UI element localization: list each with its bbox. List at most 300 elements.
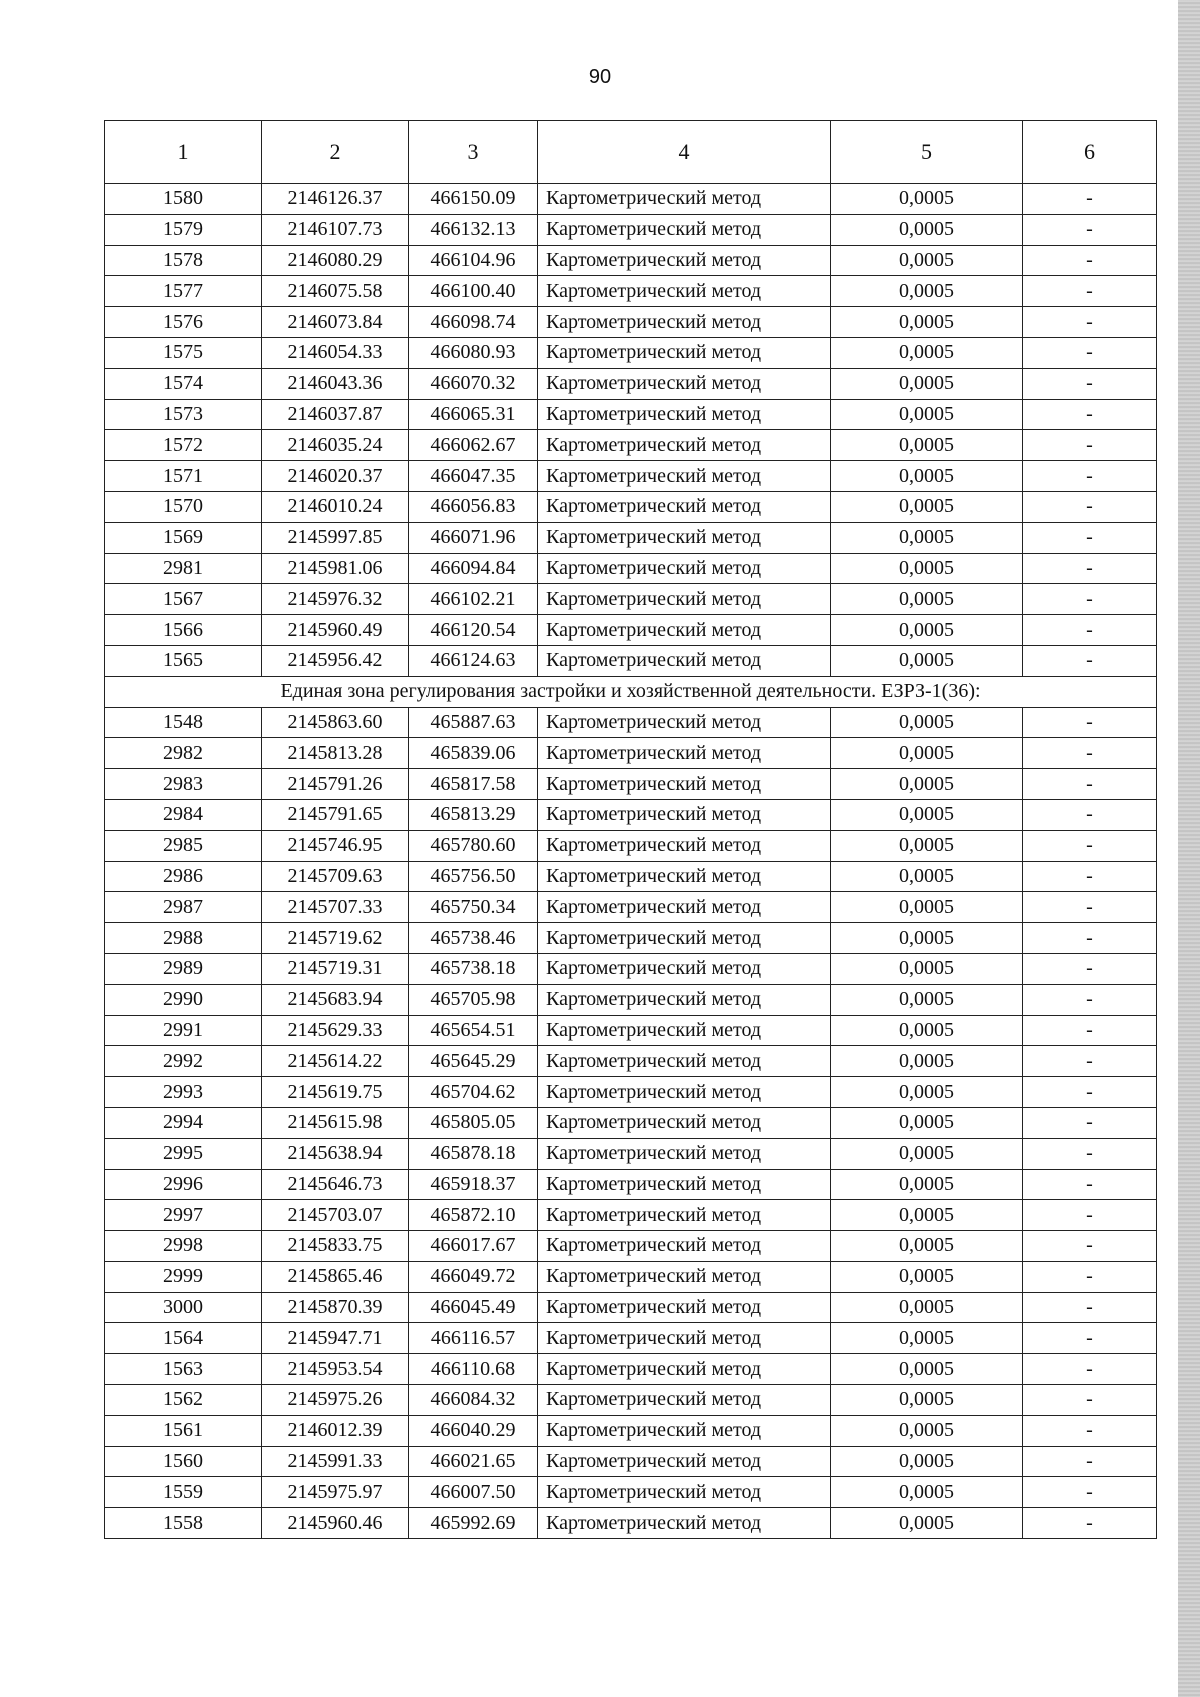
cell-note: - [1023, 799, 1157, 830]
cell-coordinate-y: 465887.63 [409, 707, 538, 738]
cell-method: Картометрический метод [538, 1385, 831, 1416]
zone-section [105, 676, 1157, 707]
cell-accuracy: 0,0005 [831, 738, 1023, 769]
cell-point-number: 2988 [105, 923, 262, 954]
cell-accuracy: 0,0005 [831, 245, 1023, 276]
cell-method: Картометрический метод [538, 491, 831, 522]
zone-title-row [105, 676, 1157, 707]
cell-method: Картометрический метод [538, 799, 831, 830]
cell-method: Картометрический метод [538, 1446, 831, 1477]
cell-point-number: 2984 [105, 799, 262, 830]
cell-accuracy: 0,0005 [831, 430, 1023, 461]
cell-method: Картометрический метод [538, 1015, 831, 1046]
cell-coordinate-y: 466065.31 [409, 399, 538, 430]
cell-method: Картометрический метод [538, 184, 831, 215]
cell-coordinate-x: 2145953.54 [262, 1354, 409, 1385]
cell-coordinate-x: 2145833.75 [262, 1231, 409, 1262]
cell-method: Картометрический метод [538, 245, 831, 276]
cell-point-number: 1576 [105, 307, 262, 338]
cell-accuracy: 0,0005 [831, 1107, 1023, 1138]
cell-point-number: 2997 [105, 1200, 262, 1231]
cell-coordinate-y: 466094.84 [409, 553, 538, 584]
cell-accuracy: 0,0005 [831, 923, 1023, 954]
column-header-3: 3 [409, 121, 538, 184]
cell-accuracy: 0,0005 [831, 399, 1023, 430]
cell-coordinate-y: 466080.93 [409, 337, 538, 368]
cell-accuracy: 0,0005 [831, 276, 1023, 307]
cell-coordinate-x: 2145683.94 [262, 984, 409, 1015]
cell-coordinate-y: 465645.29 [409, 1046, 538, 1077]
cell-point-number: 1548 [105, 707, 262, 738]
cell-point-number: 1561 [105, 1415, 262, 1446]
table-row [105, 1169, 1157, 1200]
cell-accuracy: 0,0005 [831, 1138, 1023, 1169]
cell-accuracy: 0,0005 [831, 984, 1023, 1015]
table-row [105, 861, 1157, 892]
cell-coordinate-y: 466124.63 [409, 645, 538, 676]
cell-coordinate-x: 2145619.75 [262, 1077, 409, 1108]
cell-coordinate-y: 466150.09 [409, 184, 538, 215]
cell-point-number: 2987 [105, 892, 262, 923]
table-row [105, 522, 1157, 553]
cell-method: Картометрический метод [538, 461, 831, 492]
cell-coordinate-x: 2146043.36 [262, 368, 409, 399]
cell-coordinate-x: 2145615.98 [262, 1107, 409, 1138]
section-a-rows [105, 184, 1157, 677]
cell-accuracy: 0,0005 [831, 1015, 1023, 1046]
table-row [105, 491, 1157, 522]
cell-accuracy: 0,0005 [831, 1477, 1023, 1508]
table-row [105, 830, 1157, 861]
cell-note: - [1023, 1508, 1157, 1539]
table-row [105, 1508, 1157, 1539]
cell-method: Картометрический метод [538, 1354, 831, 1385]
cell-coordinate-x: 2145707.33 [262, 892, 409, 923]
table-row [105, 707, 1157, 738]
cell-method: Картометрический метод [538, 1508, 831, 1539]
cell-point-number: 2990 [105, 984, 262, 1015]
cell-point-number: 1566 [105, 615, 262, 646]
cell-accuracy: 0,0005 [831, 522, 1023, 553]
cell-coordinate-x: 2145629.33 [262, 1015, 409, 1046]
cell-note: - [1023, 245, 1157, 276]
cell-coordinate-x: 2146126.37 [262, 184, 409, 215]
cell-accuracy: 0,0005 [831, 1354, 1023, 1385]
cell-accuracy: 0,0005 [831, 184, 1023, 215]
cell-coordinate-x: 2145863.60 [262, 707, 409, 738]
table-row [105, 1200, 1157, 1231]
cell-coordinate-x: 2146073.84 [262, 307, 409, 338]
table-row [105, 1446, 1157, 1477]
cell-note: - [1023, 368, 1157, 399]
cell-method: Картометрический метод [538, 984, 831, 1015]
cell-method: Картометрический метод [538, 645, 831, 676]
cell-method: Картометрический метод [538, 276, 831, 307]
cell-coordinate-x: 2146080.29 [262, 245, 409, 276]
table-row [105, 984, 1157, 1015]
table-row [105, 738, 1157, 769]
cell-note: - [1023, 1292, 1157, 1323]
cell-method: Картометрический метод [538, 1138, 831, 1169]
cell-accuracy: 0,0005 [831, 615, 1023, 646]
cell-point-number: 1579 [105, 214, 262, 245]
cell-note: - [1023, 399, 1157, 430]
cell-accuracy: 0,0005 [831, 461, 1023, 492]
cell-coordinate-x: 2146010.24 [262, 491, 409, 522]
cell-point-number: 1577 [105, 276, 262, 307]
cell-point-number: 2991 [105, 1015, 262, 1046]
section-b-rows [105, 707, 1157, 1539]
cell-coordinate-y: 466056.83 [409, 491, 538, 522]
cell-method: Картометрический метод [538, 1292, 831, 1323]
cell-coordinate-y: 465750.34 [409, 892, 538, 923]
cell-method: Картометрический метод [538, 214, 831, 245]
cell-point-number: 1563 [105, 1354, 262, 1385]
cell-method: Картометрический метод [538, 615, 831, 646]
cell-method: Картометрический метод [538, 1477, 831, 1508]
cell-method: Картометрический метод [538, 892, 831, 923]
table-row [105, 1261, 1157, 1292]
cell-coordinate-x: 2146012.39 [262, 1415, 409, 1446]
cell-accuracy: 0,0005 [831, 368, 1023, 399]
cell-coordinate-x: 2146037.87 [262, 399, 409, 430]
cell-point-number: 2981 [105, 553, 262, 584]
cell-point-number: 2985 [105, 830, 262, 861]
cell-coordinate-x: 2145865.46 [262, 1261, 409, 1292]
cell-coordinate-x: 2145976.32 [262, 584, 409, 615]
cell-point-number: 1560 [105, 1446, 262, 1477]
cell-coordinate-y: 465805.05 [409, 1107, 538, 1138]
table-row [105, 1292, 1157, 1323]
cell-coordinate-y: 466102.21 [409, 584, 538, 615]
table-row [105, 368, 1157, 399]
cell-note: - [1023, 1200, 1157, 1231]
cell-accuracy: 0,0005 [831, 214, 1023, 245]
cell-accuracy: 0,0005 [831, 1169, 1023, 1200]
cell-point-number: 2999 [105, 1261, 262, 1292]
cell-point-number: 2982 [105, 738, 262, 769]
table-row [105, 184, 1157, 215]
cell-coordinate-x: 2145614.22 [262, 1046, 409, 1077]
column-header-1: 1 [105, 121, 262, 184]
table-row [105, 1385, 1157, 1416]
cell-note: - [1023, 738, 1157, 769]
cell-point-number: 1574 [105, 368, 262, 399]
cell-method: Картометрический метод [538, 368, 831, 399]
cell-note: - [1023, 1169, 1157, 1200]
cell-method: Картометрический метод [538, 337, 831, 368]
cell-accuracy: 0,0005 [831, 645, 1023, 676]
cell-accuracy: 0,0005 [831, 584, 1023, 615]
cell-coordinate-y: 466040.29 [409, 1415, 538, 1446]
cell-point-number: 1564 [105, 1323, 262, 1354]
cell-method: Картометрический метод [538, 1231, 831, 1262]
cell-point-number: 2989 [105, 953, 262, 984]
cell-accuracy: 0,0005 [831, 892, 1023, 923]
cell-point-number: 2996 [105, 1169, 262, 1200]
cell-coordinate-x: 2145960.46 [262, 1508, 409, 1539]
cell-coordinate-x: 2145646.73 [262, 1169, 409, 1200]
table-row [105, 214, 1157, 245]
cell-note: - [1023, 984, 1157, 1015]
cell-coordinate-y: 465738.46 [409, 923, 538, 954]
cell-note: - [1023, 707, 1157, 738]
cell-accuracy: 0,0005 [831, 307, 1023, 338]
cell-coordinate-x: 2145981.06 [262, 553, 409, 584]
cell-point-number: 1562 [105, 1385, 262, 1416]
cell-coordinate-y: 465756.50 [409, 861, 538, 892]
cell-note: - [1023, 892, 1157, 923]
cell-coordinate-x: 2145813.28 [262, 738, 409, 769]
table-row [105, 1477, 1157, 1508]
cell-coordinate-y: 465780.60 [409, 830, 538, 861]
cell-accuracy: 0,0005 [831, 1292, 1023, 1323]
cell-coordinate-x: 2145975.97 [262, 1477, 409, 1508]
cell-coordinate-x: 2145746.95 [262, 830, 409, 861]
cell-coordinate-x: 2145791.26 [262, 769, 409, 800]
cell-point-number: 2986 [105, 861, 262, 892]
cell-accuracy: 0,0005 [831, 553, 1023, 584]
cell-point-number: 2994 [105, 1107, 262, 1138]
table-row [105, 1231, 1157, 1262]
cell-coordinate-y: 466017.67 [409, 1231, 538, 1262]
cell-method: Картометрический метод [538, 430, 831, 461]
cell-method: Картометрический метод [538, 1261, 831, 1292]
cell-coordinate-y: 465992.69 [409, 1508, 538, 1539]
table-row [105, 276, 1157, 307]
cell-method: Картометрический метод [538, 830, 831, 861]
table-row [105, 953, 1157, 984]
column-header-4: 4 [538, 121, 831, 184]
column-header-2: 2 [262, 121, 409, 184]
cell-method: Картометрический метод [538, 307, 831, 338]
cell-point-number: 1580 [105, 184, 262, 215]
cell-coordinate-y: 465654.51 [409, 1015, 538, 1046]
cell-note: - [1023, 276, 1157, 307]
cell-note: - [1023, 522, 1157, 553]
cell-coordinate-y: 466120.54 [409, 615, 538, 646]
cell-note: - [1023, 923, 1157, 954]
cell-coordinate-x: 2146020.37 [262, 461, 409, 492]
cell-method: Картометрический метод [538, 1169, 831, 1200]
cell-coordinate-y: 465878.18 [409, 1138, 538, 1169]
cell-accuracy: 0,0005 [831, 769, 1023, 800]
cell-coordinate-x: 2145997.85 [262, 522, 409, 553]
table-row [105, 923, 1157, 954]
cell-note: - [1023, 769, 1157, 800]
cell-note: - [1023, 645, 1157, 676]
cell-coordinate-y: 465813.29 [409, 799, 538, 830]
page-number: 90 [588, 66, 612, 88]
cell-point-number: 2992 [105, 1046, 262, 1077]
cell-accuracy: 0,0005 [831, 953, 1023, 984]
column-header-6: 6 [1023, 121, 1157, 184]
cell-accuracy: 0,0005 [831, 1077, 1023, 1108]
cell-point-number: 3000 [105, 1292, 262, 1323]
cell-point-number: 2983 [105, 769, 262, 800]
cell-point-number: 2993 [105, 1077, 262, 1108]
cell-method: Картометрический метод [538, 1323, 831, 1354]
coordinates-table [104, 120, 1157, 1539]
cell-note: - [1023, 1446, 1157, 1477]
cell-note: - [1023, 214, 1157, 245]
table-row [105, 1046, 1157, 1077]
cell-note: - [1023, 1354, 1157, 1385]
table-row [105, 1415, 1157, 1446]
cell-note: - [1023, 337, 1157, 368]
cell-method: Картометрический метод [538, 769, 831, 800]
cell-coordinate-x: 2146054.33 [262, 337, 409, 368]
table-row [105, 1138, 1157, 1169]
cell-coordinate-y: 465918.37 [409, 1169, 538, 1200]
cell-method: Картометрический метод [538, 1077, 831, 1108]
cell-coordinate-y: 466110.68 [409, 1354, 538, 1385]
cell-accuracy: 0,0005 [831, 1508, 1023, 1539]
cell-method: Картометрический метод [538, 707, 831, 738]
cell-coordinate-y: 466045.49 [409, 1292, 538, 1323]
cell-coordinate-y: 466021.65 [409, 1446, 538, 1477]
cell-note: - [1023, 1046, 1157, 1077]
cell-coordinate-y: 465705.98 [409, 984, 538, 1015]
table-row [105, 615, 1157, 646]
table-header-row [105, 121, 1157, 184]
cell-accuracy: 0,0005 [831, 1261, 1023, 1292]
cell-point-number: 1570 [105, 491, 262, 522]
table-row [105, 892, 1157, 923]
cell-accuracy: 0,0005 [831, 799, 1023, 830]
column-header-5: 5 [831, 121, 1023, 184]
cell-method: Картометрический метод [538, 738, 831, 769]
cell-point-number: 1558 [105, 1508, 262, 1539]
cell-method: Картометрический метод [538, 553, 831, 584]
table-row [105, 430, 1157, 461]
table-row [105, 245, 1157, 276]
cell-coordinate-y: 465872.10 [409, 1200, 538, 1231]
cell-coordinate-y: 466049.72 [409, 1261, 538, 1292]
cell-accuracy: 0,0005 [831, 1446, 1023, 1477]
cell-point-number: 2995 [105, 1138, 262, 1169]
table-row [105, 1015, 1157, 1046]
cell-note: - [1023, 307, 1157, 338]
cell-point-number: 1567 [105, 584, 262, 615]
cell-accuracy: 0,0005 [831, 1323, 1023, 1354]
cell-note: - [1023, 553, 1157, 584]
cell-coordinate-x: 2145703.07 [262, 1200, 409, 1231]
cell-method: Картометрический метод [538, 584, 831, 615]
cell-note: - [1023, 461, 1157, 492]
cell-note: - [1023, 1385, 1157, 1416]
cell-method: Картометрический метод [538, 522, 831, 553]
cell-coordinate-y: 466116.57 [409, 1323, 538, 1354]
table-row [105, 799, 1157, 830]
cell-method: Картометрический метод [538, 1107, 831, 1138]
cell-coordinate-x: 2145870.39 [262, 1292, 409, 1323]
table-row [105, 584, 1157, 615]
cell-coordinate-x: 2145719.62 [262, 923, 409, 954]
cell-note: - [1023, 953, 1157, 984]
cell-accuracy: 0,0005 [831, 1415, 1023, 1446]
cell-coordinate-x: 2145991.33 [262, 1446, 409, 1477]
cell-coordinate-x: 2145947.71 [262, 1323, 409, 1354]
cell-coordinate-y: 466071.96 [409, 522, 538, 553]
cell-point-number: 1571 [105, 461, 262, 492]
cell-method: Картометрический метод [538, 1046, 831, 1077]
cell-accuracy: 0,0005 [831, 861, 1023, 892]
cell-accuracy: 0,0005 [831, 1231, 1023, 1262]
table-row [105, 1354, 1157, 1385]
cell-note: - [1023, 615, 1157, 646]
cell-point-number: 1572 [105, 430, 262, 461]
cell-note: - [1023, 184, 1157, 215]
cell-method: Картометрический метод [538, 923, 831, 954]
cell-accuracy: 0,0005 [831, 337, 1023, 368]
table-row [105, 307, 1157, 338]
cell-accuracy: 0,0005 [831, 1385, 1023, 1416]
cell-coordinate-x: 2146075.58 [262, 276, 409, 307]
table-row [105, 461, 1157, 492]
cell-coordinate-y: 466007.50 [409, 1477, 538, 1508]
cell-point-number: 1559 [105, 1477, 262, 1508]
cell-note: - [1023, 430, 1157, 461]
table-row [105, 1323, 1157, 1354]
cell-accuracy: 0,0005 [831, 1046, 1023, 1077]
table-row [105, 399, 1157, 430]
cell-note: - [1023, 1231, 1157, 1262]
cell-note: - [1023, 861, 1157, 892]
cell-method: Картометрический метод [538, 1415, 831, 1446]
cell-coordinate-y: 465817.58 [409, 769, 538, 800]
cell-coordinate-x: 2145960.49 [262, 615, 409, 646]
cell-accuracy: 0,0005 [831, 491, 1023, 522]
cell-note: - [1023, 1477, 1157, 1508]
cell-coordinate-x: 2145791.65 [262, 799, 409, 830]
cell-coordinate-y: 466084.32 [409, 1385, 538, 1416]
cell-coordinate-x: 2145956.42 [262, 645, 409, 676]
cell-note: - [1023, 1261, 1157, 1292]
cell-point-number: 1569 [105, 522, 262, 553]
cell-accuracy: 0,0005 [831, 707, 1023, 738]
cell-accuracy: 0,0005 [831, 830, 1023, 861]
table-row [105, 1077, 1157, 1108]
cell-note: - [1023, 1415, 1157, 1446]
table-row [105, 553, 1157, 584]
table-row [105, 645, 1157, 676]
cell-coordinate-y: 466104.96 [409, 245, 538, 276]
cell-point-number: 2998 [105, 1231, 262, 1262]
cell-method: Картометрический метод [538, 861, 831, 892]
table-row [105, 769, 1157, 800]
cell-method: Картометрический метод [538, 953, 831, 984]
cell-coordinate-y: 466070.32 [409, 368, 538, 399]
cell-note: - [1023, 1138, 1157, 1169]
cell-coordinate-y: 465839.06 [409, 738, 538, 769]
cell-note: - [1023, 1015, 1157, 1046]
cell-point-number: 1575 [105, 337, 262, 368]
cell-method: Картометрический метод [538, 399, 831, 430]
cell-coordinate-x: 2145709.63 [262, 861, 409, 892]
cell-coordinate-x: 2145719.31 [262, 953, 409, 984]
cell-coordinate-x: 2146035.24 [262, 430, 409, 461]
cell-point-number: 1565 [105, 645, 262, 676]
scan-edge [1178, 0, 1200, 1697]
cell-coordinate-y: 466100.40 [409, 276, 538, 307]
cell-coordinate-y: 466062.67 [409, 430, 538, 461]
cell-note: - [1023, 584, 1157, 615]
cell-coordinate-y: 466132.13 [409, 214, 538, 245]
cell-accuracy: 0,0005 [831, 1200, 1023, 1231]
cell-note: - [1023, 1323, 1157, 1354]
table-row [105, 337, 1157, 368]
